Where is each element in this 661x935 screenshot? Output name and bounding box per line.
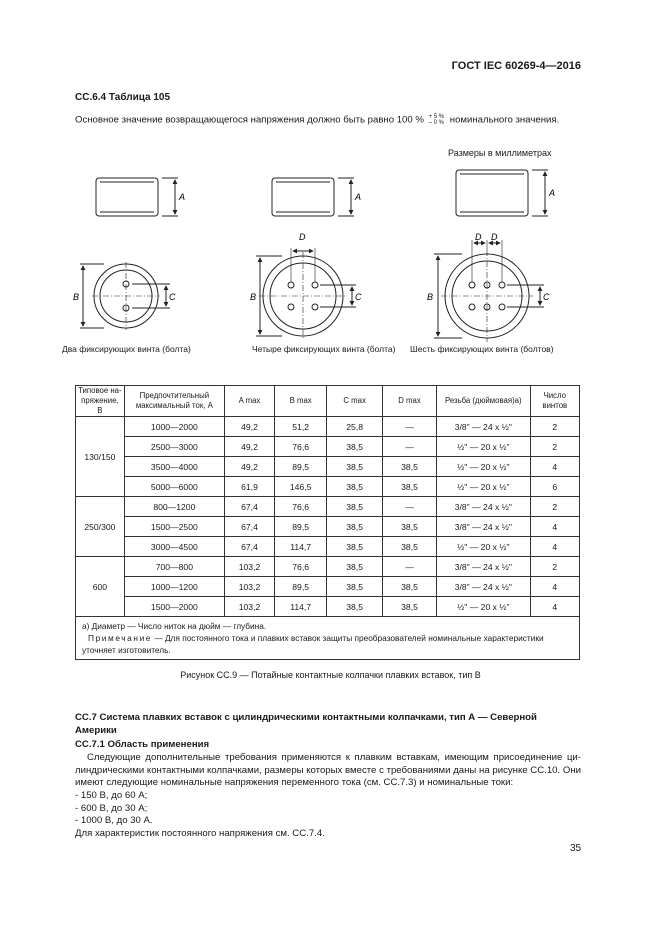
top-dim-d-2: D: [299, 232, 306, 242]
screws-cell: 2: [530, 437, 579, 457]
col-screws: Число винтов: [530, 386, 579, 417]
top-dim-c-2: C: [355, 292, 362, 302]
b-max-cell: 51,2: [275, 417, 327, 437]
current-cell: 1500—2500: [124, 517, 224, 537]
caption-four-screws: Четыре фиксирующих винта (болта): [252, 344, 396, 354]
thread-cell: ½" — 20 x ½": [436, 537, 530, 557]
a-max-cell: 103,2: [224, 557, 274, 577]
c-max-cell: 38,5: [327, 597, 383, 617]
d-max-cell: 38,5: [383, 477, 437, 497]
b-max-cell: 76,6: [275, 497, 327, 517]
side-dim-a-2: A: [355, 192, 362, 202]
thread-cell: 3/8" — 24 x ½": [436, 497, 530, 517]
c-max-cell: 25,8: [327, 417, 383, 437]
c-max-cell: 38,5: [327, 457, 383, 477]
a-max-cell: 103,2: [224, 597, 274, 617]
d-max-cell: —: [383, 437, 437, 457]
note-label: Примечание: [88, 633, 153, 643]
col-current: Предпочтительный максимальный ток, А: [124, 386, 224, 417]
a-max-cell: 67,4: [224, 537, 274, 557]
current-cell: 800—1200: [124, 497, 224, 517]
top-dim-c-1: C: [169, 292, 176, 302]
table-row: [76, 537, 580, 557]
d-max-cell: —: [383, 497, 437, 517]
table-row: [76, 557, 580, 577]
top-view-two-screws: [80, 262, 170, 330]
top-view-four-screws: [256, 248, 356, 340]
top-dim-b-2: B: [250, 292, 257, 302]
b-max-cell: 76,6: [275, 557, 327, 577]
cc7-title: СС.7 Система плавких вставок с цилиндрическими контактными колпачками, тип А — Северной Америки: [75, 712, 537, 736]
top-dim-d-3b: D: [491, 232, 498, 242]
thread-cell: 3/8" — 24 x ½": [436, 577, 530, 597]
col-thread: Резьба (дюймовая)а): [436, 386, 530, 417]
current-cell: 1500—2000: [124, 597, 224, 617]
table-body: [76, 417, 580, 617]
c-max-cell: 38,5: [327, 477, 383, 497]
tolerance-plus: + 5 %: [428, 114, 445, 120]
c-max-cell: 38,5: [327, 437, 383, 457]
col-voltage: Типовое напряжение, В: [76, 386, 125, 417]
cc71-title: СС.7.1 Область применения: [75, 739, 210, 750]
top-dim-c-3: C: [543, 292, 550, 302]
caption-two-screws: Два фиксирующих винта (болта): [62, 344, 191, 354]
top-dim-b-3: B: [427, 292, 434, 302]
screws-cell: 2: [530, 497, 579, 517]
current-cell: 1000—2000: [124, 417, 224, 437]
side-dim-a-1: A: [179, 192, 186, 202]
table-row: [76, 517, 580, 537]
d-max-cell: 38,5: [383, 537, 437, 557]
a-max-cell: 49,2: [224, 437, 274, 457]
thread-cell: ½" — 20 x ½": [436, 457, 530, 477]
section-title: СС.6.4 Таблица 105: [75, 92, 171, 103]
side-view-four-screws: [272, 178, 354, 216]
current-cell: 700—800: [124, 557, 224, 577]
thread-cell: ½" — 20 x ½": [436, 437, 530, 457]
table-row: [76, 417, 580, 437]
cc71-list: [75, 790, 581, 841]
tolerance-minus: – 0 %: [428, 120, 444, 126]
note: [82, 632, 573, 656]
b-max-cell: 89,5: [275, 577, 327, 597]
table-notes-row: [76, 617, 580, 660]
table-row: [76, 577, 580, 597]
table-row: [76, 597, 580, 617]
c-max-cell: 38,5: [327, 517, 383, 537]
table-row: [76, 437, 580, 457]
thread-cell: 3/8" — 24 x ½": [436, 517, 530, 537]
screws-cell: 4: [530, 597, 579, 617]
d-max-cell: 38,5: [383, 577, 437, 597]
top-view-six-screws: [434, 240, 544, 342]
top-dim-d-3a: D: [475, 232, 482, 242]
col-b-max: B max: [275, 386, 327, 417]
voltage-cell: 600: [76, 557, 125, 617]
c-max-cell: 38,5: [327, 497, 383, 517]
table-row: [76, 477, 580, 497]
thread-cell: 3/8" — 24 x ½": [436, 417, 530, 437]
page-number: 35: [570, 843, 582, 854]
current-cell: 3500—4000: [124, 457, 224, 477]
d-max-cell: 38,5: [383, 457, 437, 477]
col-a-max: A max: [224, 386, 274, 417]
screws-cell: 6: [530, 477, 579, 497]
voltage-cell: 130/150: [76, 417, 125, 497]
voltage-cell: 250/300: [76, 497, 125, 557]
b-max-cell: 76,6: [275, 437, 327, 457]
side-view-six-screws: [456, 170, 548, 216]
screws-cell: 4: [530, 457, 579, 477]
current-cell: 3000—4500: [124, 537, 224, 557]
d-max-cell: —: [383, 417, 437, 437]
a-max-cell: 49,2: [224, 417, 274, 437]
list-item: - 150 В, до 60 А;: [75, 790, 148, 801]
closing-line: Для характеристик постоянного напряжения см. СС.7.4.: [75, 828, 325, 840]
caption-six-screws: Шесть фиксирующих винта (болтов): [410, 344, 554, 354]
table-row: [76, 497, 580, 517]
thread-cell: 3/8" — 24 x ½": [436, 557, 530, 577]
a-max-cell: 49,2: [224, 457, 274, 477]
c-max-cell: 38,5: [327, 577, 383, 597]
current-cell: 2500—3000: [124, 437, 224, 457]
d-max-cell: 38,5: [383, 597, 437, 617]
screws-cell: 2: [530, 417, 579, 437]
intro-after: номинального значения.: [449, 114, 560, 126]
dimensions-table: [75, 385, 580, 660]
list-item: - 600 В, до 30 А;: [75, 802, 148, 814]
a-max-cell: 103,2: [224, 577, 274, 597]
b-max-cell: 89,5: [275, 457, 327, 477]
b-max-cell: 114,7: [275, 537, 327, 557]
c-max-cell: 38,5: [327, 557, 383, 577]
figure-caption: Рисунок СС.9 — Потайные контактные колпачки плавких вставок, тип В: [180, 670, 481, 680]
c-max-cell: 38,5: [327, 537, 383, 557]
current-cell: 5000—6000: [124, 477, 224, 497]
a-max-cell: 61,9: [224, 477, 274, 497]
table-row: [76, 457, 580, 477]
table-header-row: [76, 386, 580, 417]
b-max-cell: 114,7: [275, 597, 327, 617]
thread-cell: ½" — 20 x ½": [436, 477, 530, 497]
current-cell: 1000—1200: [124, 577, 224, 597]
d-max-cell: —: [383, 557, 437, 577]
side-view-two-screws: [96, 178, 178, 216]
a-max-cell: 67,4: [224, 517, 274, 537]
screws-cell: 4: [530, 517, 579, 537]
top-dim-b-1: B: [73, 292, 80, 302]
b-max-cell: 146,5: [275, 477, 327, 497]
fuse-cap-drawing: [0, 0, 661, 380]
units-label: Размеры в миллиметрах: [448, 148, 552, 158]
intro-before: Основное значение возвращающегося напряжения должно быть равно 100 %: [75, 114, 424, 126]
d-max-cell: 38,5: [383, 517, 437, 537]
screws-cell: 2: [530, 557, 579, 577]
screws-cell: 4: [530, 537, 579, 557]
cc71-paragraph: Следующие дополнительные требования применяются к плавким вставкам, имеющим присоединение цилиндрическими контактными колпачками, размеры которых вместе с требованиями даны на рисунке СС.10. Они имеют следующие номинальные напряжения переменного тока (см. СС.7.3) и номинальные токи:: [75, 752, 581, 789]
b-max-cell: 89,5: [275, 517, 327, 537]
standard-header: ГОСТ IEC 60269-4—2016: [451, 60, 581, 72]
col-c-max: C max: [327, 386, 383, 417]
screws-cell: 4: [530, 577, 579, 597]
table-notes: [76, 617, 580, 660]
list-item: - 1000 В, до 30 А.: [75, 815, 153, 827]
a-max-cell: 67,4: [224, 497, 274, 517]
footnote: а) Диаметр — Число ниток на дюйм — глубина.: [82, 621, 267, 631]
note-text: — Для постоянного тока и плавких вставок защиты преобразователей номинальные характеристики уточняет изготовитель.: [82, 633, 544, 655]
col-d-max: D max: [383, 386, 437, 417]
thread-cell: ½" — 20 x ½": [436, 597, 530, 617]
side-dim-a-3: A: [549, 188, 556, 198]
